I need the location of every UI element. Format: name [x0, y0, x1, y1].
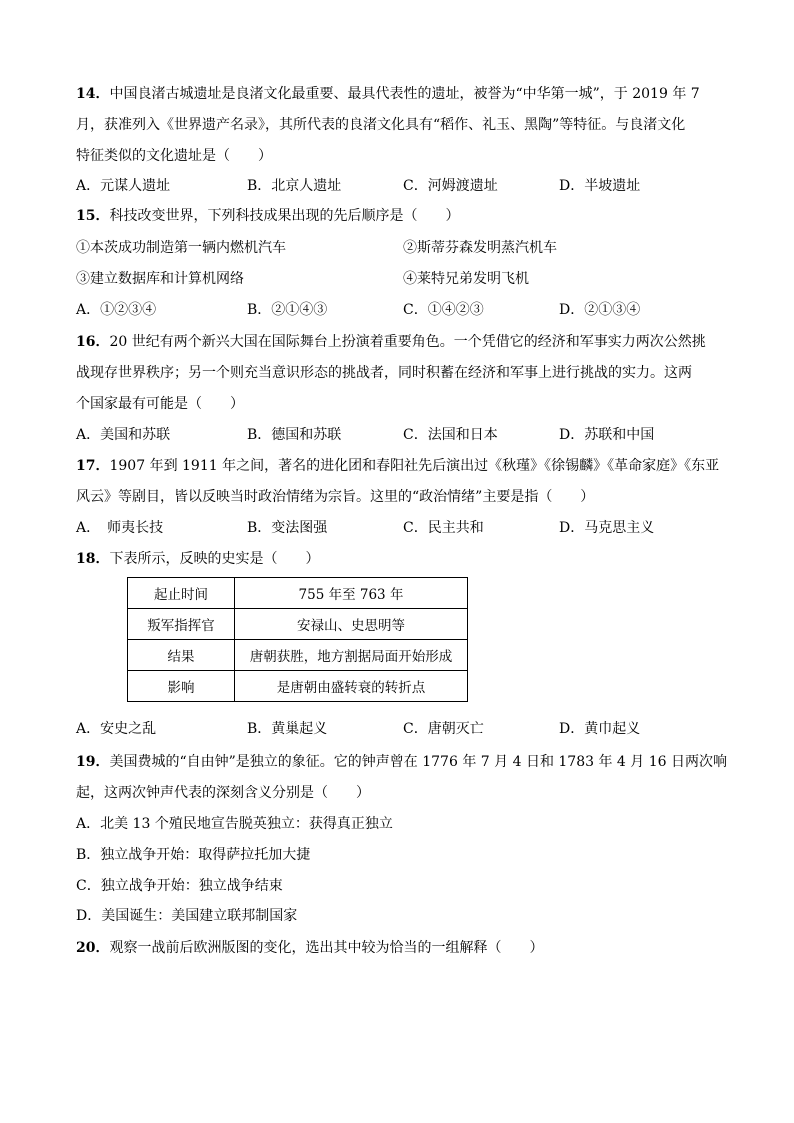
- table-cell-value: 唐朝获胜，地方割据局面开始形成: [235, 640, 468, 671]
- question-14-number: 14．: [76, 86, 110, 102]
- question-18-option-b[interactable]: B．黄巢起义: [247, 721, 328, 737]
- question-19-line-1: 19．美国费城的“自由钟”是独立的象征。它的钟声曾在 1776 年 7 月 4 日和 1783 年 4 月 16 日两次响: [76, 754, 727, 770]
- question-14-option-b[interactable]: B．北京人遗址: [247, 178, 342, 194]
- question-17-line-2: 风云》等剧目，皆以反映当时政治情绪为宗旨。这里的“政治情绪”主要是指（ ）: [76, 489, 595, 505]
- question-19-option-d[interactable]: D．美国诞生：美国建立联邦制国家: [76, 908, 298, 924]
- question-16-option-a[interactable]: A．美国和苏联: [76, 427, 171, 443]
- question-17-number: 17．: [76, 458, 110, 474]
- question-14-line-1: 14．中国良渚古城遗址是良渚文化最重要、最具代表性的遗址，被誉为“中华第一城”，于 2019 年 7: [76, 86, 700, 102]
- question-19-option-b[interactable]: B．独立战争开始：取得萨拉托加大捷: [76, 847, 311, 863]
- question-14-line-2: 月，获准列入《世界遗产名录》，其所代表的良渚文化具有“稻作、礼玉、黑陶”等特征。与良渚文化: [76, 117, 686, 133]
- table-cell-value: 755 年至 763 年: [235, 578, 468, 609]
- question-16-line-3: 个国家最有可能是（ ）: [76, 396, 244, 412]
- question-15-option-d[interactable]: D．②①③④: [559, 302, 641, 318]
- table-cell-value: 是唐朝由盛转衰的转折点: [235, 671, 468, 702]
- question-17-option-b[interactable]: B．变法图强: [247, 520, 328, 536]
- question-18-number: 18．: [76, 551, 110, 567]
- table-cell-label: 叛军指挥官: [128, 609, 235, 640]
- question-15-number: 15．: [76, 208, 110, 224]
- question-14-line-3: 特征类似的文化遗址是（ ）: [76, 148, 272, 164]
- question-20-number: 20．: [76, 940, 110, 956]
- table-cell-label: 起止时间: [128, 578, 235, 609]
- question-17-option-c[interactable]: C．民主共和: [403, 520, 484, 536]
- question-17-option-a[interactable]: A． 师夷长技: [76, 520, 164, 536]
- question-15-item-2: ②斯蒂芬森发明蒸汽机车: [403, 240, 557, 256]
- question-15-item-1: ①本茨成功制造第一辆内燃机汽车: [76, 240, 286, 256]
- table-cell-label: 结果: [128, 640, 235, 671]
- table-row: [128, 671, 468, 702]
- question-16-option-d[interactable]: D．苏联和中国: [559, 427, 655, 443]
- question-15-option-b[interactable]: B．②①④③: [247, 302, 328, 318]
- table-row: [128, 609, 468, 640]
- question-16-number: 16．: [76, 334, 110, 350]
- table-row: [128, 578, 468, 609]
- question-15-option-a[interactable]: A．①②③④: [76, 302, 157, 318]
- question-18-option-d[interactable]: D．黄巾起义: [559, 721, 641, 737]
- table-row: [128, 640, 468, 671]
- question-15-line-1: 15．科技改变世界，下列科技成果出现的先后顺序是（ ）: [76, 208, 460, 224]
- question-15-option-c[interactable]: C．①④②③: [403, 302, 484, 318]
- question-17-option-d[interactable]: D．马克思主义: [559, 520, 655, 536]
- question-16-option-c[interactable]: C．法国和日本: [403, 427, 498, 443]
- question-16-line-2: 战现存世界秩序；另一个则充当意识形态的挑战者，同时积蓄在经济和军事上进行挑战的实力。这两: [76, 365, 692, 381]
- question-16-option-b[interactable]: B．德国和苏联: [247, 427, 342, 443]
- question-17-line-1: 17．1907 年到 1911 年之间，著名的进化团和春阳社先后演出过《秋瑾》《徐锡麟》《革命家庭》《东亚: [76, 458, 720, 474]
- question-15-item-3: ③建立数据库和计算机网络: [76, 271, 244, 287]
- question-14-option-d[interactable]: D．半坡遗址: [559, 178, 641, 194]
- question-19-option-c[interactable]: C．独立战争开始：独立战争结束: [76, 878, 283, 894]
- question-19-line-2: 起，这两次钟声代表的深刻含义分别是（ ）: [76, 785, 370, 801]
- table-cell-value: 安禄山、史思明等: [235, 609, 468, 640]
- question-20-line-1: 20．观察一战前后欧洲版图的变化，选出其中较为恰当的一组解释（ ）: [76, 940, 544, 956]
- question-18-option-c[interactable]: C．唐朝灭亡: [403, 721, 484, 737]
- question-15-item-4: ④莱特兄弟发明飞机: [403, 271, 529, 287]
- history-table: [127, 577, 468, 702]
- table-cell-label: 影响: [128, 671, 235, 702]
- question-14-option-a[interactable]: A．元谋人遗址: [76, 178, 171, 194]
- question-18-line-1: 18．下表所示，反映的史实是（ ）: [76, 551, 320, 567]
- question-18-option-a[interactable]: A．安史之乱: [76, 721, 157, 737]
- question-19-number: 19．: [76, 754, 110, 770]
- question-16-line-1: 16．20 世纪有两个新兴大国在国际舞台上扮演着重要角色。一个凭借它的经济和军事实力两次公然挑: [76, 334, 706, 350]
- question-14-option-c[interactable]: C．河姆渡遗址: [403, 178, 498, 194]
- question-19-option-a[interactable]: A．北美 13 个殖民地宣告脱英独立：获得真正独立: [76, 816, 393, 832]
